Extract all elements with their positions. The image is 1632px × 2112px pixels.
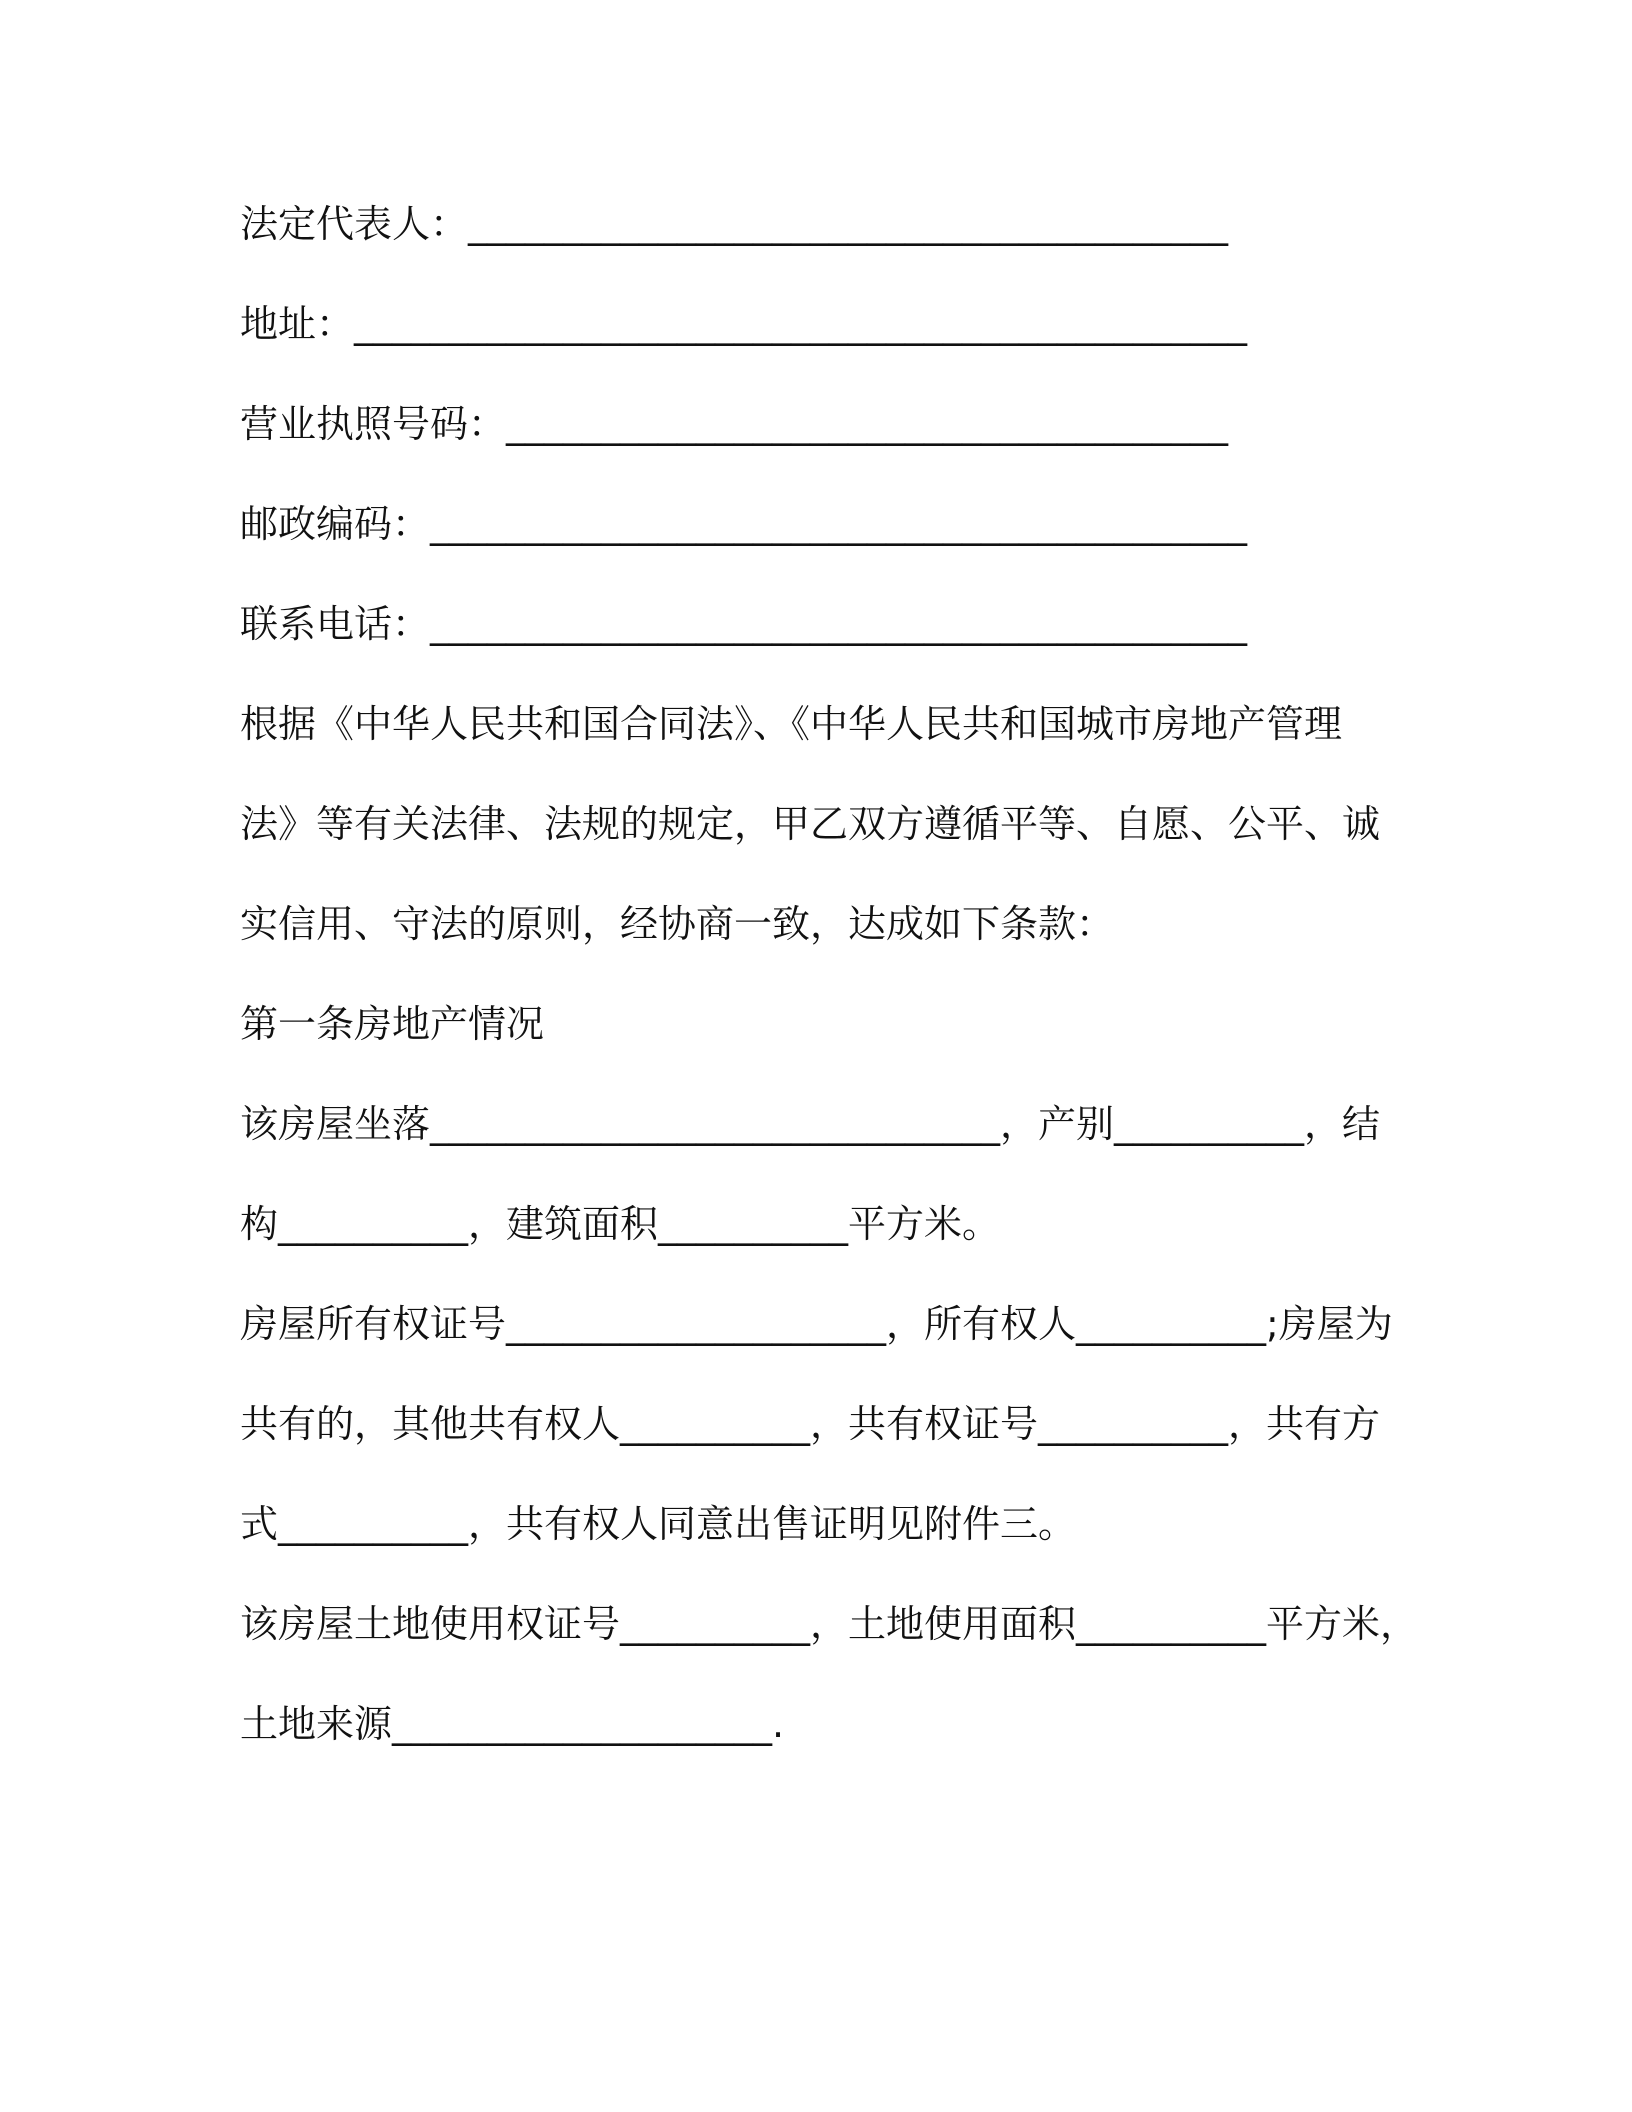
land-use-certificate-line: 该房屋土地使用权证号__________，土地使用面积__________平方米， bbox=[240, 1602, 1419, 1646]
preamble-line-3: 实信用、守法的原则，经协商一致，达成如下条款： bbox=[240, 902, 1115, 946]
legal-representative-line: 法定代表人：________________________________________ bbox=[240, 202, 1229, 246]
co-ownership-method-line: 式__________，共有权人同意出售证明见附件三。 bbox=[240, 1502, 1077, 1546]
property-location-line: 该房屋坐落______________________________，产别__________，结 bbox=[240, 1102, 1381, 1146]
business-license-line: 营业执照号码：______________________________________ bbox=[240, 402, 1229, 446]
phone-line: 联系电话：___________________________________________ bbox=[240, 602, 1248, 646]
ownership-certificate-line: 房屋所有权证号____________________，所有权人__________;房屋为 bbox=[240, 1302, 1393, 1346]
address-line: 地址：_______________________________________________ bbox=[240, 302, 1248, 346]
article-one-heading: 第一条房地产情况 bbox=[240, 1002, 545, 1046]
property-structure-line: 构__________，建筑面积__________平方米。 bbox=[240, 1202, 1001, 1246]
preamble-line-2: 法》等有关法律、法规的规定，甲乙双方遵循平等、自愿、公平、诚 bbox=[240, 802, 1381, 846]
co-owner-line: 共有的，其他共有权人__________，共有权证号__________，共有方 bbox=[240, 1402, 1381, 1446]
postal-code-line: 邮政编码：___________________________________________ bbox=[240, 502, 1248, 546]
land-source-line: 土地来源____________________. bbox=[240, 1702, 785, 1746]
preamble-line-1: 根据《中华人民共和国合同法》、《中华人民共和国城市房地产管理 bbox=[240, 702, 1343, 746]
